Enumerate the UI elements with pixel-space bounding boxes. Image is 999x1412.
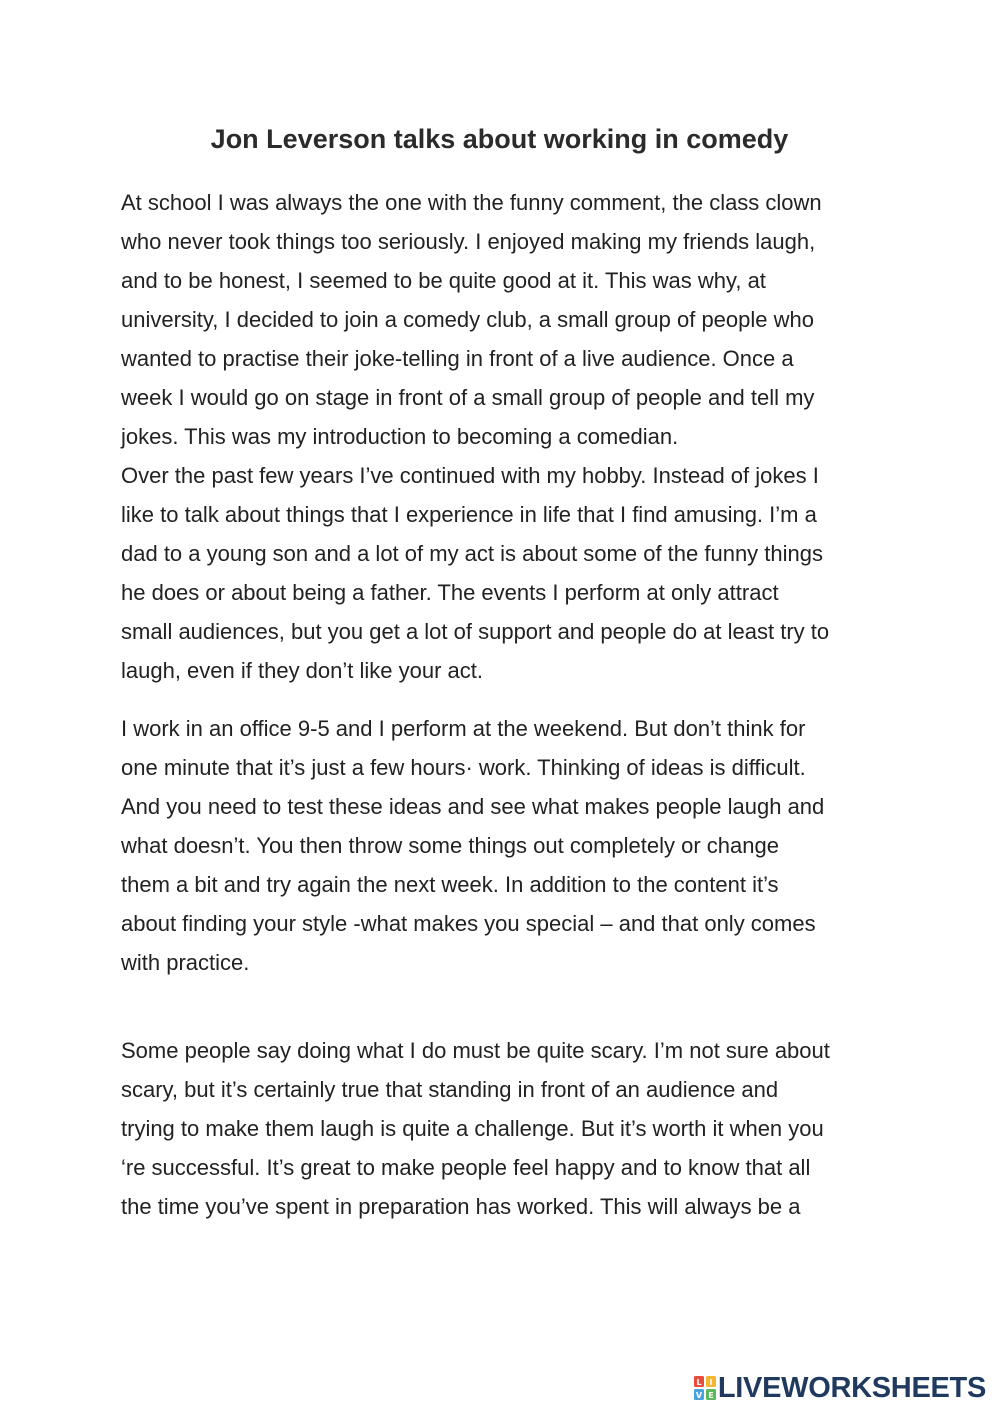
text-line: about finding your style -what makes you special – and that only comes — [121, 911, 816, 936]
text-line: At school I was always the one with the funny comment, the class clown — [121, 190, 822, 215]
liveworksheets-logo-icon — [694, 1376, 716, 1400]
text-line: dad to a young son and a lot of my act is about some of the funny things — [121, 541, 824, 566]
paragraph-4 — [121, 1031, 891, 1226]
text-line: one minute that it’s just a few hours· work. Thinking of ideas is difficult. — [121, 755, 806, 780]
text-line: laugh, even if they don’t like your act. — [121, 658, 483, 683]
svg-text:V: V — [695, 1391, 702, 1400]
text-line: who never took things too seriously. I enjoyed making my friends laugh, — [121, 229, 816, 254]
text-line: I work in an office 9-5 and I perform at the weekend. But don’t think for — [121, 716, 806, 741]
text-line: trying to make them laugh is quite a challenge. But it’s worth it when you — [121, 1116, 824, 1141]
liveworksheets-logo[interactable] — [694, 1371, 986, 1405]
text-line: university, I decided to join a comedy club, a small group of people who — [121, 307, 814, 332]
text-line: what doesn’t. You then throw some things out completely or change — [121, 833, 779, 858]
text-line: week I would go on stage in front of a small group of people and tell my — [121, 385, 815, 410]
text-line: them a bit and try again the next week. In addition to the content it’s — [121, 872, 779, 897]
text-line: Some people say doing what I do must be quite scary. I’m not sure about — [121, 1038, 830, 1063]
text-line: scary, but it’s certainly true that standing in front of an audience and — [121, 1077, 779, 1102]
text-line: he does or about being a father. The events I perform at only attract — [121, 580, 779, 605]
paragraph-2 — [121, 456, 891, 690]
text-line: jokes. This was my introduction to becoming a comedian. — [121, 424, 679, 449]
svg-text:I: I — [709, 1378, 713, 1387]
text-line: with practice. — [121, 950, 250, 975]
svg-text:L: L — [696, 1378, 702, 1387]
text-line: ‘re successful. It’s great to make people feel happy and to know that all — [121, 1155, 811, 1180]
text-line: And you need to test these ideas and see what makes people laugh and — [121, 794, 825, 819]
page-title: Jon Leverson talks about working in comedy — [210, 124, 789, 154]
text-line: like to talk about things that I experience in life that I find amusing. I’m a — [121, 502, 817, 527]
text-line: Over the past few years I’ve continued with my hobby. Instead of jokes I — [121, 463, 819, 488]
svg-text:E: E — [708, 1391, 714, 1400]
text-line: small audiences, but you get a lot of support and people do at least try to — [121, 619, 830, 644]
text-line: and to be honest, I seemed to be quite good at it. This was why, at — [121, 268, 766, 293]
paragraph-1 — [121, 183, 891, 456]
text-line: the time you’ve spent in preparation has worked. This will always be a — [121, 1194, 801, 1219]
text-line: wanted to practise their joke-telling in front of a live audience. Once a — [121, 346, 794, 371]
logo-text: LIVEWORKSHEETS — [717, 1371, 986, 1404]
paragraph-3 — [121, 709, 891, 982]
